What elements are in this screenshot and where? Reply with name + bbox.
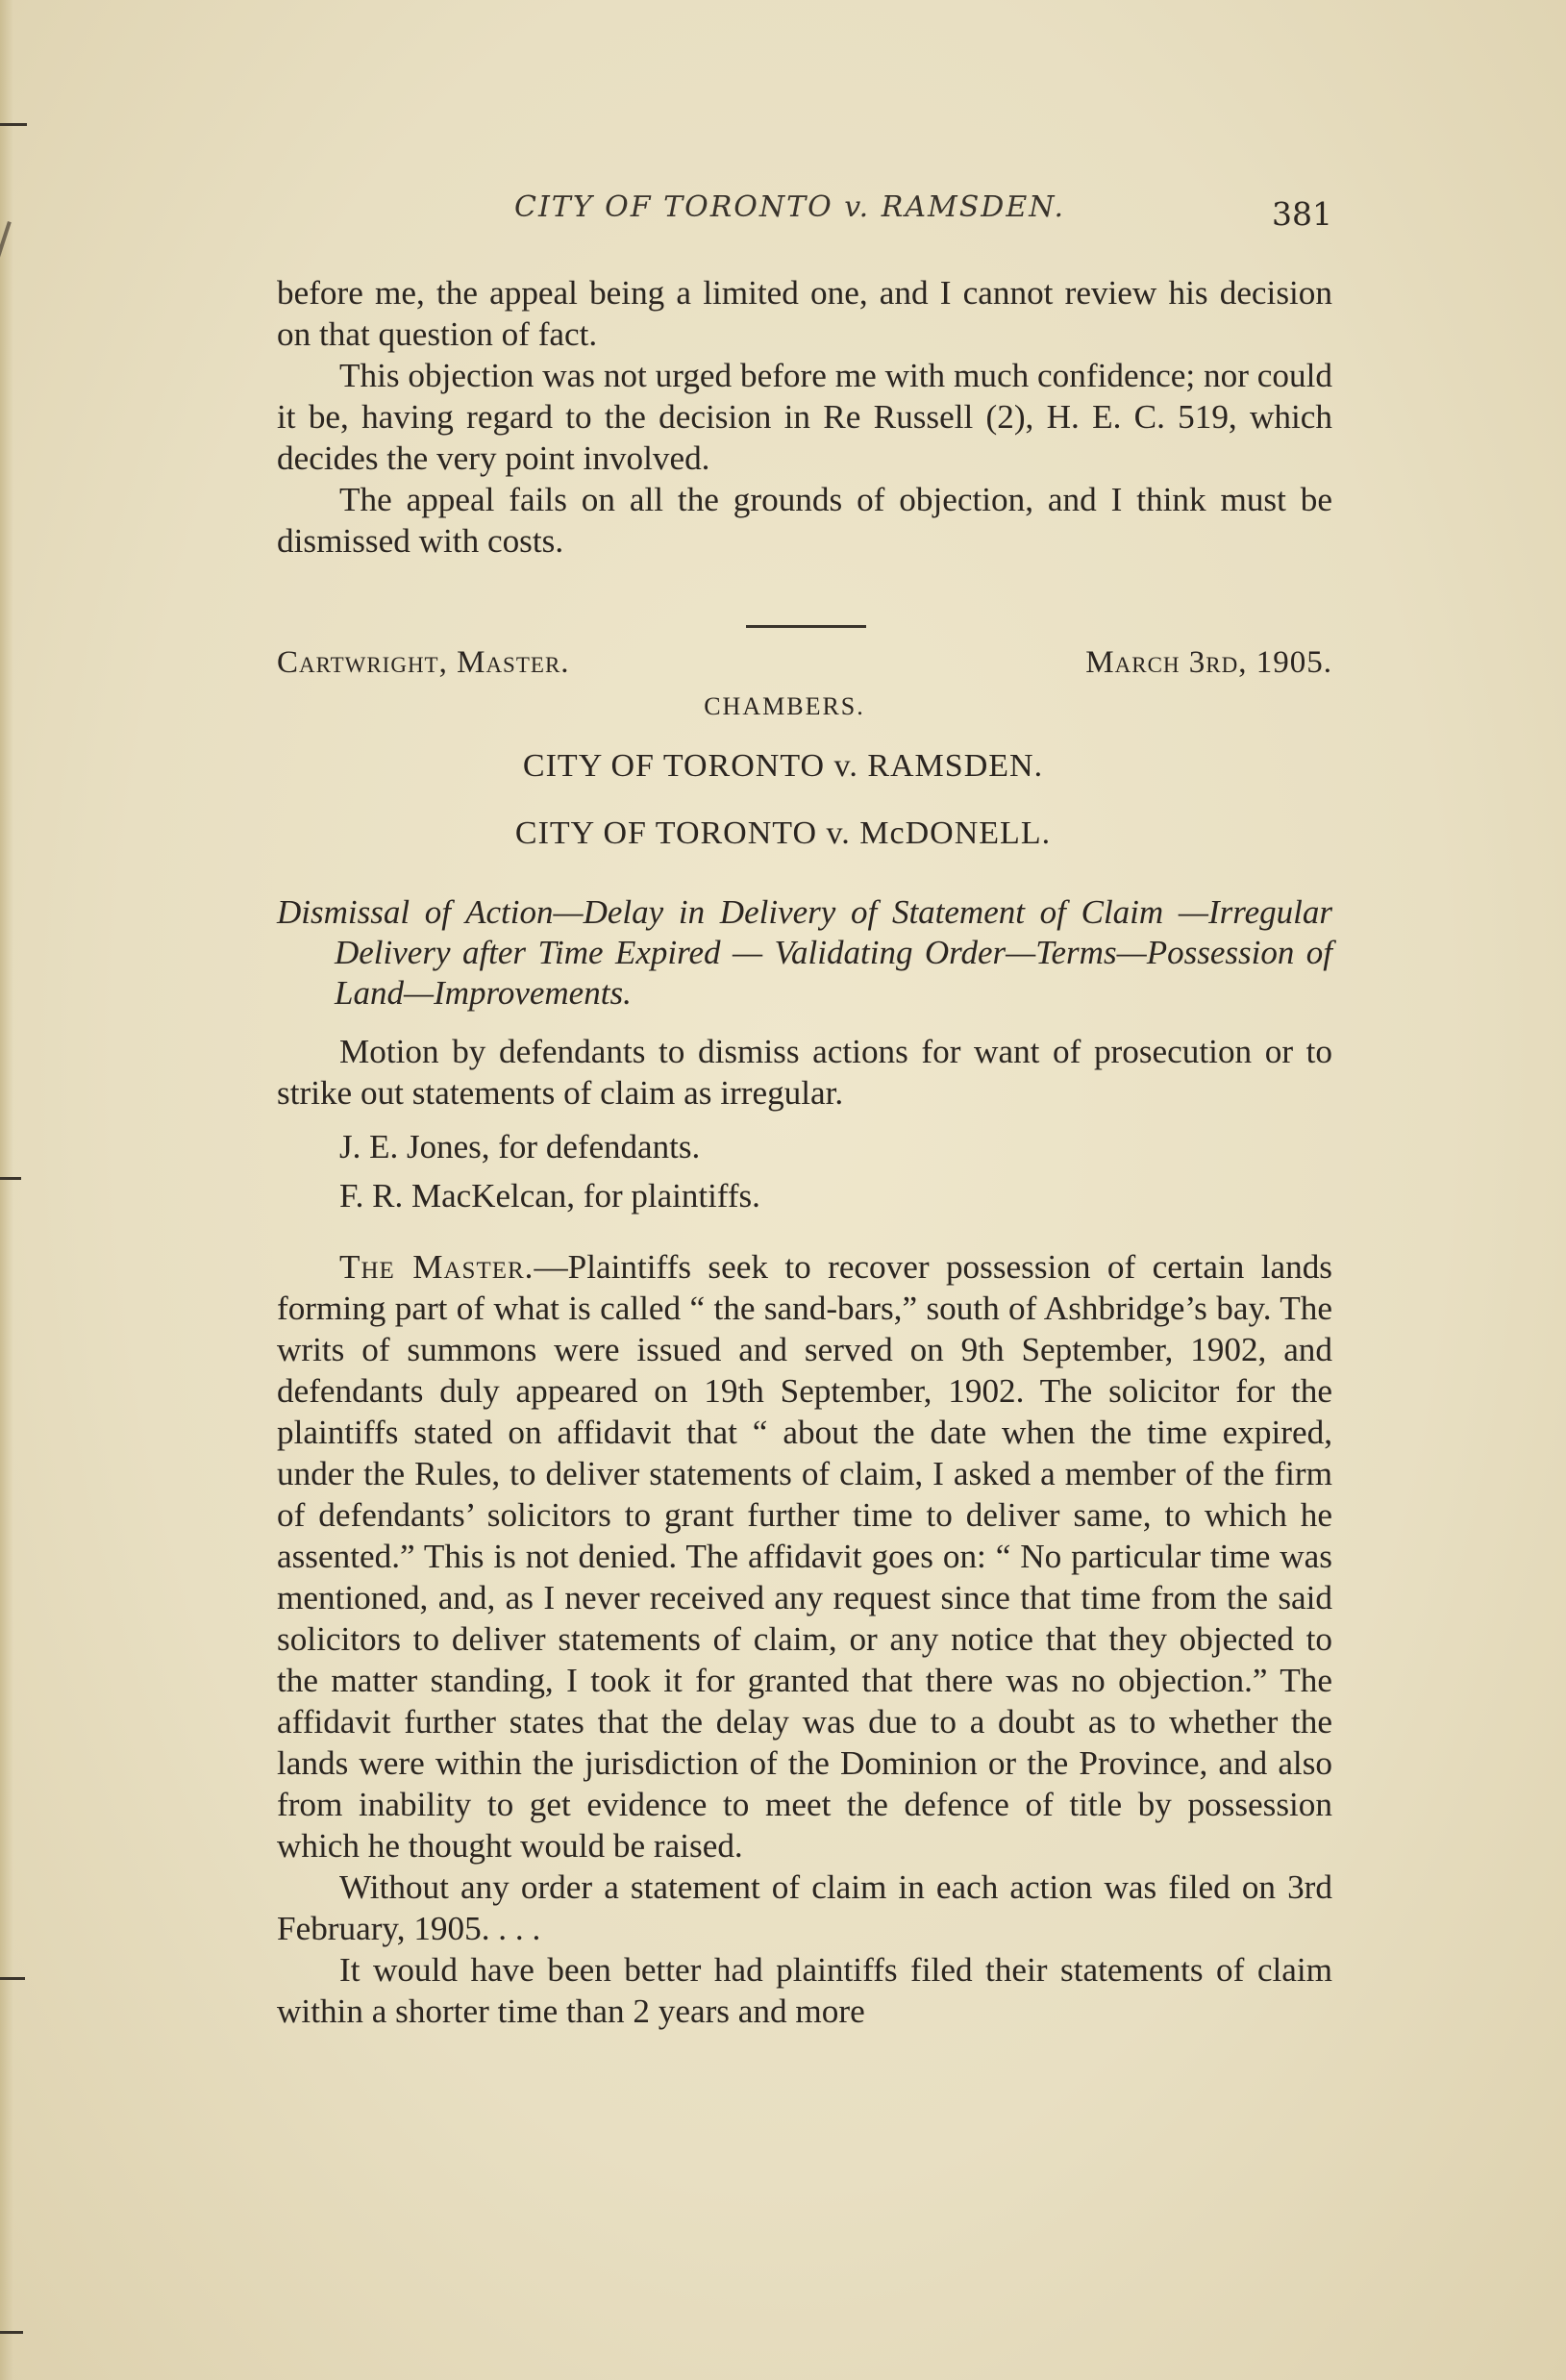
running-title: CITY OF TORONTO v. RAMSDEN. (514, 190, 1066, 224)
case-title: CITY OF TORONTO v. McDONELL. (514, 815, 1052, 851)
section-divider (746, 625, 866, 628)
paragraph: It would have been better had plaintiffs filed their statements of claim within a shorter time than 2 years and more (277, 1951, 1332, 2030)
headnote: Dismissal of Action—Delay in Delivery of Statement of Claim —Irregular Delivery after Time Expired — Validating Order—Terms—Possession of Land—Improvements. (277, 893, 1332, 1012)
page-edge-shadow (0, 0, 13, 2380)
court-label: CHAMBERS. (704, 692, 865, 720)
case-title: CITY OF TORONTO v. RAMSDEN. (522, 748, 1044, 784)
binding-mark (0, 1977, 25, 1980)
judgment-text (277, 1246, 1332, 2032)
paragraph: This objection was not urged before me with much confidence; nor could it be, having regard to the decision in Re Russell (2), H. E. C. 519, which decides the very point involved. (277, 357, 1332, 477)
paragraph (277, 1246, 1332, 1866)
binding-mark (0, 2331, 23, 2334)
binding-mark (0, 1177, 21, 1180)
paragraph: Motion by defendants to dismiss actions for want of prosecution or to strike out statements of claim as irregular. (277, 1033, 1332, 1112)
speaker: The Master. (339, 1248, 534, 1286)
counsel-plaintiffs: F. R. MacKelcan, for plaintiffs. (339, 1177, 760, 1215)
page-number: 381 (1272, 195, 1332, 233)
paragraph: Without any order a statement of claim in each action was filed on 3rd February, 1905. . . . (277, 1868, 1332, 1947)
motion-text (277, 1031, 1332, 1114)
binding-mark (0, 123, 27, 126)
paragraph: The appeal fails on all the grounds of objection, and I think must be dismissed with costs. (277, 481, 1332, 560)
counsel-defendants: J. E. Jones, for defendants. (339, 1128, 701, 1165)
continuation-text (277, 272, 1332, 562)
paragraph-body: —Plaintiffs seek to recover possession of certain lands forming part of what is called “ the sand-bars,” south of Ashbridge’s bay. The writs of summons were issued and served on 9th September, 1902, and defendants duly appeared on 19th September, 1902. The solicitor for the plaintiffs stated on affidavit that “ about the date when the time expired, under the Rules, to deliver statements of claim, I asked a member of the firm of defendants’ solicitors to grant further time to deliver same, to which he assented.” This is not denied. The affidavit goes on: “ No particular time was mentioned, and, as I never received any request since that time from the said solicitors to deliver statements of claim, or any notice that they objected to the matter standing, I took it for granted that there was no objection.” The affidavit further states that the delay was due to a doubt as to whether the lands were within the jurisdiction of the Dominion or the Province, and also from inability to get evidence to meet the defence of title by possession which he thought would be raised. (277, 1248, 1332, 1865)
judge-name: Cartwright, Master. (277, 645, 570, 680)
paragraph: before me, the appeal being a limited one, and I cannot review his decision on that question of fact. (277, 274, 1332, 353)
decision-date: March 3rd, 1905. (1085, 645, 1332, 680)
